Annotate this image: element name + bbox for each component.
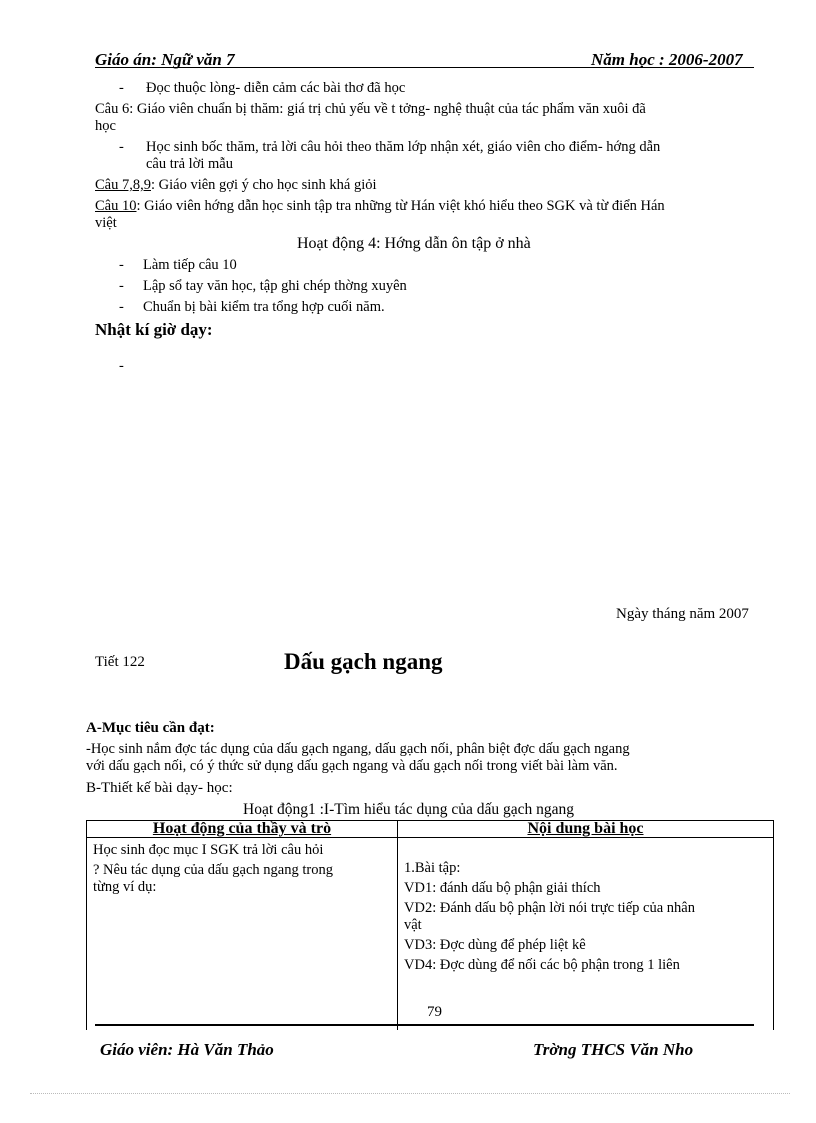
lesson-title: Dấu gạch ngang	[284, 649, 443, 674]
col-header-content: Nội dung bài học	[398, 821, 774, 838]
dash-marker: -	[119, 299, 124, 315]
text-line	[95, 198, 665, 215]
question-label: Câu 7,8,9	[95, 177, 151, 193]
question-label: Câu 10	[95, 198, 137, 214]
content-cell	[398, 838, 774, 1031]
header-rule	[95, 67, 754, 68]
text-line: -Học sinh nắm đợc tác dụng của dấu gạch ngang, dấu gạch nối, phân biệt đợc dấu gạch ngang	[86, 741, 630, 757]
list-item: Chuẩn bị bài kiểm tra tổng hợp cuối năm.	[143, 299, 385, 315]
text-line: Học sinh bốc thăm, trả lời câu hỏi theo thăm lớp nhận xét, giáo viên cho điểm- hớng dẫn	[146, 139, 661, 155]
cell-text: Học sinh đọc mục I SGK trả lời câu hỏi	[93, 842, 324, 858]
dash-marker: -	[119, 257, 124, 273]
text-line: với dấu gạch nối, có ý thức sử dụng dấu gạch ngang và dấu gạch nối trong viết bài làm văn.	[86, 758, 618, 774]
footer-teacher: Giáo viên: Hà Văn Thảo	[100, 1040, 274, 1059]
cell-text: VD1: đánh dấu bộ phận giải thích	[404, 880, 601, 896]
cell-text: ? Nêu tác dụng của dấu gạch ngang trong	[93, 862, 333, 878]
list-item: Lập sổ tay văn học, tập ghi chép thờng xuyên	[143, 278, 407, 294]
col-header-activity: Hoạt động của thầy và trò	[87, 821, 398, 838]
question-text: : Giáo viên gợi ý cho học sinh khá giỏi	[150, 177, 377, 193]
activity-heading: Hoạt động1 :I-Tìm hiểu tác dụng của dấu gạch ngang	[243, 801, 574, 818]
cell-text: 1.Bài tập:	[404, 860, 461, 876]
section-b-heading: B-Thiết kế bài dạy- học:	[86, 780, 233, 796]
diary-heading: Nhật kí giờ dạy:	[95, 320, 213, 339]
text-line: học	[95, 118, 116, 134]
cell-text: vật	[404, 917, 422, 933]
header-subject: Giáo án: Ngữ văn 7	[95, 50, 235, 69]
cell-text: VD4: Đợc dùng để nối các bộ phận trong 1 liên	[404, 957, 680, 973]
page-number: 79	[427, 1004, 442, 1020]
cell-text: VD2: Đánh dấu bộ phận lời nói trực tiếp của nhân	[404, 900, 695, 916]
text-line	[95, 177, 377, 194]
dash-marker: -	[119, 278, 124, 294]
section-a-heading: A-Mục tiêu cần đạt:	[86, 720, 215, 736]
list-item: Làm tiếp câu 10	[143, 257, 237, 273]
header-school-year: Năm học : 2006-2007	[591, 50, 743, 69]
lesson-number: Tiết 122	[95, 654, 145, 670]
dash-marker: -	[119, 358, 124, 374]
footer-school: Trờng THCS Văn Nho	[533, 1040, 694, 1059]
cell-text: từng ví dụ:	[93, 879, 157, 895]
cell-text: VD3: Đợc dùng để phép liệt kê	[404, 937, 586, 953]
dash-marker: -	[119, 80, 124, 96]
dash-marker: -	[119, 139, 124, 155]
lesson-table	[86, 820, 774, 1030]
date-line: Ngày tháng năm 2007	[616, 606, 749, 622]
text-line: Câu 6: Giáo viên chuẩn bị thăm: giá trị chủ yếu về t tởng- nghệ thuật của tác phẩm văn xuôi đã	[95, 101, 646, 117]
activity-heading: Hoạt động 4: Hớng dẫn ôn tập ở nhà	[297, 235, 531, 252]
footer-rule	[95, 1024, 754, 1026]
text-line: Đọc thuộc lòng- diễn cảm các bài thơ đã học	[146, 80, 406, 96]
question-text: : Giáo viên hớng dẫn học sinh tập tra những từ Hán việt khó hiểu theo SGK và từ điển Hán	[136, 198, 665, 214]
text-line: việt	[95, 215, 117, 231]
page-edge-divider	[30, 1093, 790, 1094]
activity-cell	[87, 838, 398, 1031]
text-line: câu trả lời mẫu	[146, 156, 233, 172]
